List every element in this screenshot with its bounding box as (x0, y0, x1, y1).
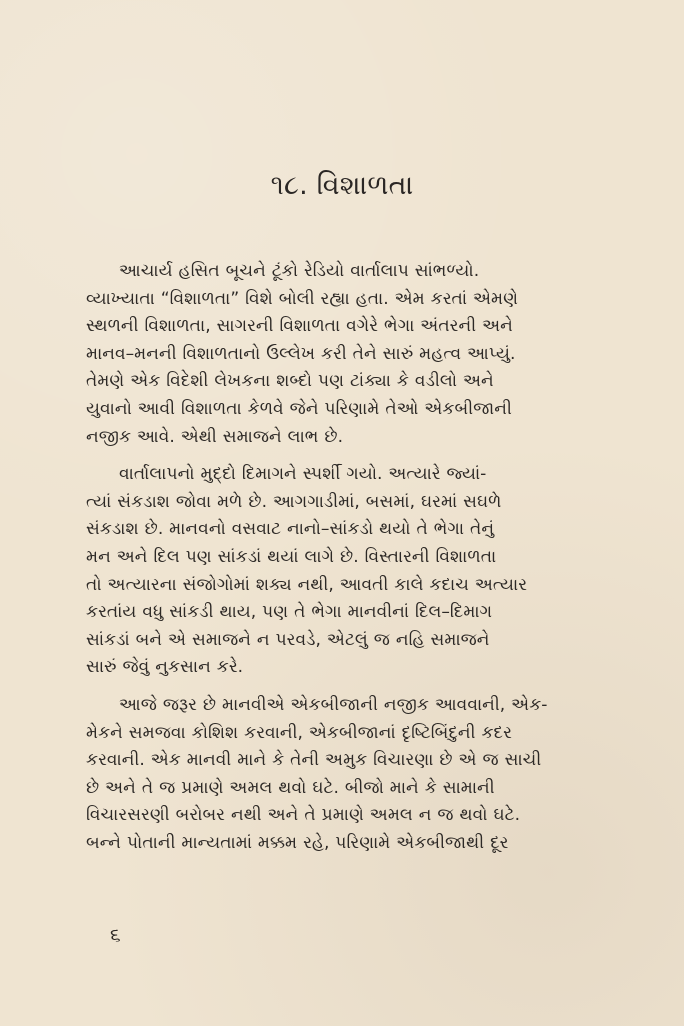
paragraph-3-line-2: મેકને સમજવા કોશિશ કરવાની, એકબીજાનાં દૃષ્ટિબિંદુની કદર (86, 722, 512, 743)
paragraph-1-line-1: આચાર્ય હસિત બૂચને ટૂંકો રેડિયો વાર્તાલાપ સાંભળ્યો. (119, 261, 480, 281)
paragraph-3 (86, 692, 634, 858)
paragraph-3-line-3: કરવાની. એક માનવી માને કે તેની અમુક વિચારણા છે એ જ સાચી (86, 750, 542, 771)
paragraph-2-line-8: સારું જેવું નુકસાન કરે. (86, 657, 244, 678)
paragraph-1-line-4: માનવ–મનની વિશાળતાનો ઉલ્લેખ કરી તેને સારું મહત્વ આપ્યું. (86, 343, 516, 364)
paragraph-2-line-5: તો અત્યારના સંજોગોમાં શક્ય નથી, આવતી કાલે કદાચ અત્યાર (86, 574, 528, 595)
page-content (86, 258, 634, 857)
paragraph-1-line-3: સ્થળની વિશાળતા, સાગરની વિશાળતા વગેરે ભેગા અંતરની અને (86, 316, 513, 337)
page-number: ૬ (110, 924, 121, 946)
paragraph-2-line-1: વાર્તાલાપનો મુદ્દો દિમાગને સ્પર્શી ગયો. અત્યારે જ્યાં- (119, 464, 487, 485)
chapter-title: ૧૮. વિશાળતા (270, 170, 414, 201)
paragraph-1-line-5: તેમણે એક વિદેશી લેખકના શબ્દો પણ ટાંક્યા કે વડીલો અને (86, 371, 494, 392)
paragraph-2-line-6: કરતાંય વધુ સાંકડી થાય, પણ તે ભેગા માનવીનાં દિલ–દિમાગ (86, 602, 493, 623)
paragraph-3-line-4: છે અને તે જ પ્રમાણે અમલ થવો ઘટે. બીજો માને કે સામાની (86, 777, 495, 798)
paragraph-2 (86, 461, 634, 682)
paragraph-2-line-3: સંકડાશ છે. માનવનો વસવાટ નાનો–સાંકડો થયો તે ભેગા તેનું (86, 519, 495, 540)
paragraph-1-line-7: નજીક આવે. એથી સમાજને લાભ છે. (86, 426, 344, 447)
paragraph-2-line-2: ત્યાં સંકડાશ જોવા મળે છે. આગગાડીમાં, બસમાં, ઘરમાં સઘળે (86, 491, 502, 512)
paragraph-1-line-6: યુવાનો આવી વિશાળતા કેળવે જેને પરિણામે તેઓ એકબીજાની (86, 398, 512, 419)
paragraph-3-line-1: આજે જરૂર છે માનવીએ એકબીજાની નજીક આવવાની, એક- (119, 694, 548, 715)
paragraph-3-line-6: બન્ને પોતાની માન્યતામાં મક્કમ રહે, પરિણામે એકબીજાથી દૂર (86, 832, 509, 853)
paragraph-1 (86, 258, 634, 451)
paragraph-3-line-5: વિચારસરણી બરોબર નથી અને તે પ્રમાણે અમલ ન જ થવો ઘટે. (86, 805, 521, 826)
paragraph-1-line-2: વ્યાખ્યાતા “વિશાળતા” વિશે બોલી રહ્યા હતા. એમ કરતાં એમણે (86, 288, 519, 309)
paragraph-2-line-4: મન અને દિલ પણ સાંકડાં થયાં લાગે છે. વિસ્તારની વિશાળતા (86, 546, 497, 567)
paragraph-2-line-7: સાંકડાં બને એ સમાજને ન પરવડે, એટલું જ નહિ સમાજને (86, 629, 490, 650)
